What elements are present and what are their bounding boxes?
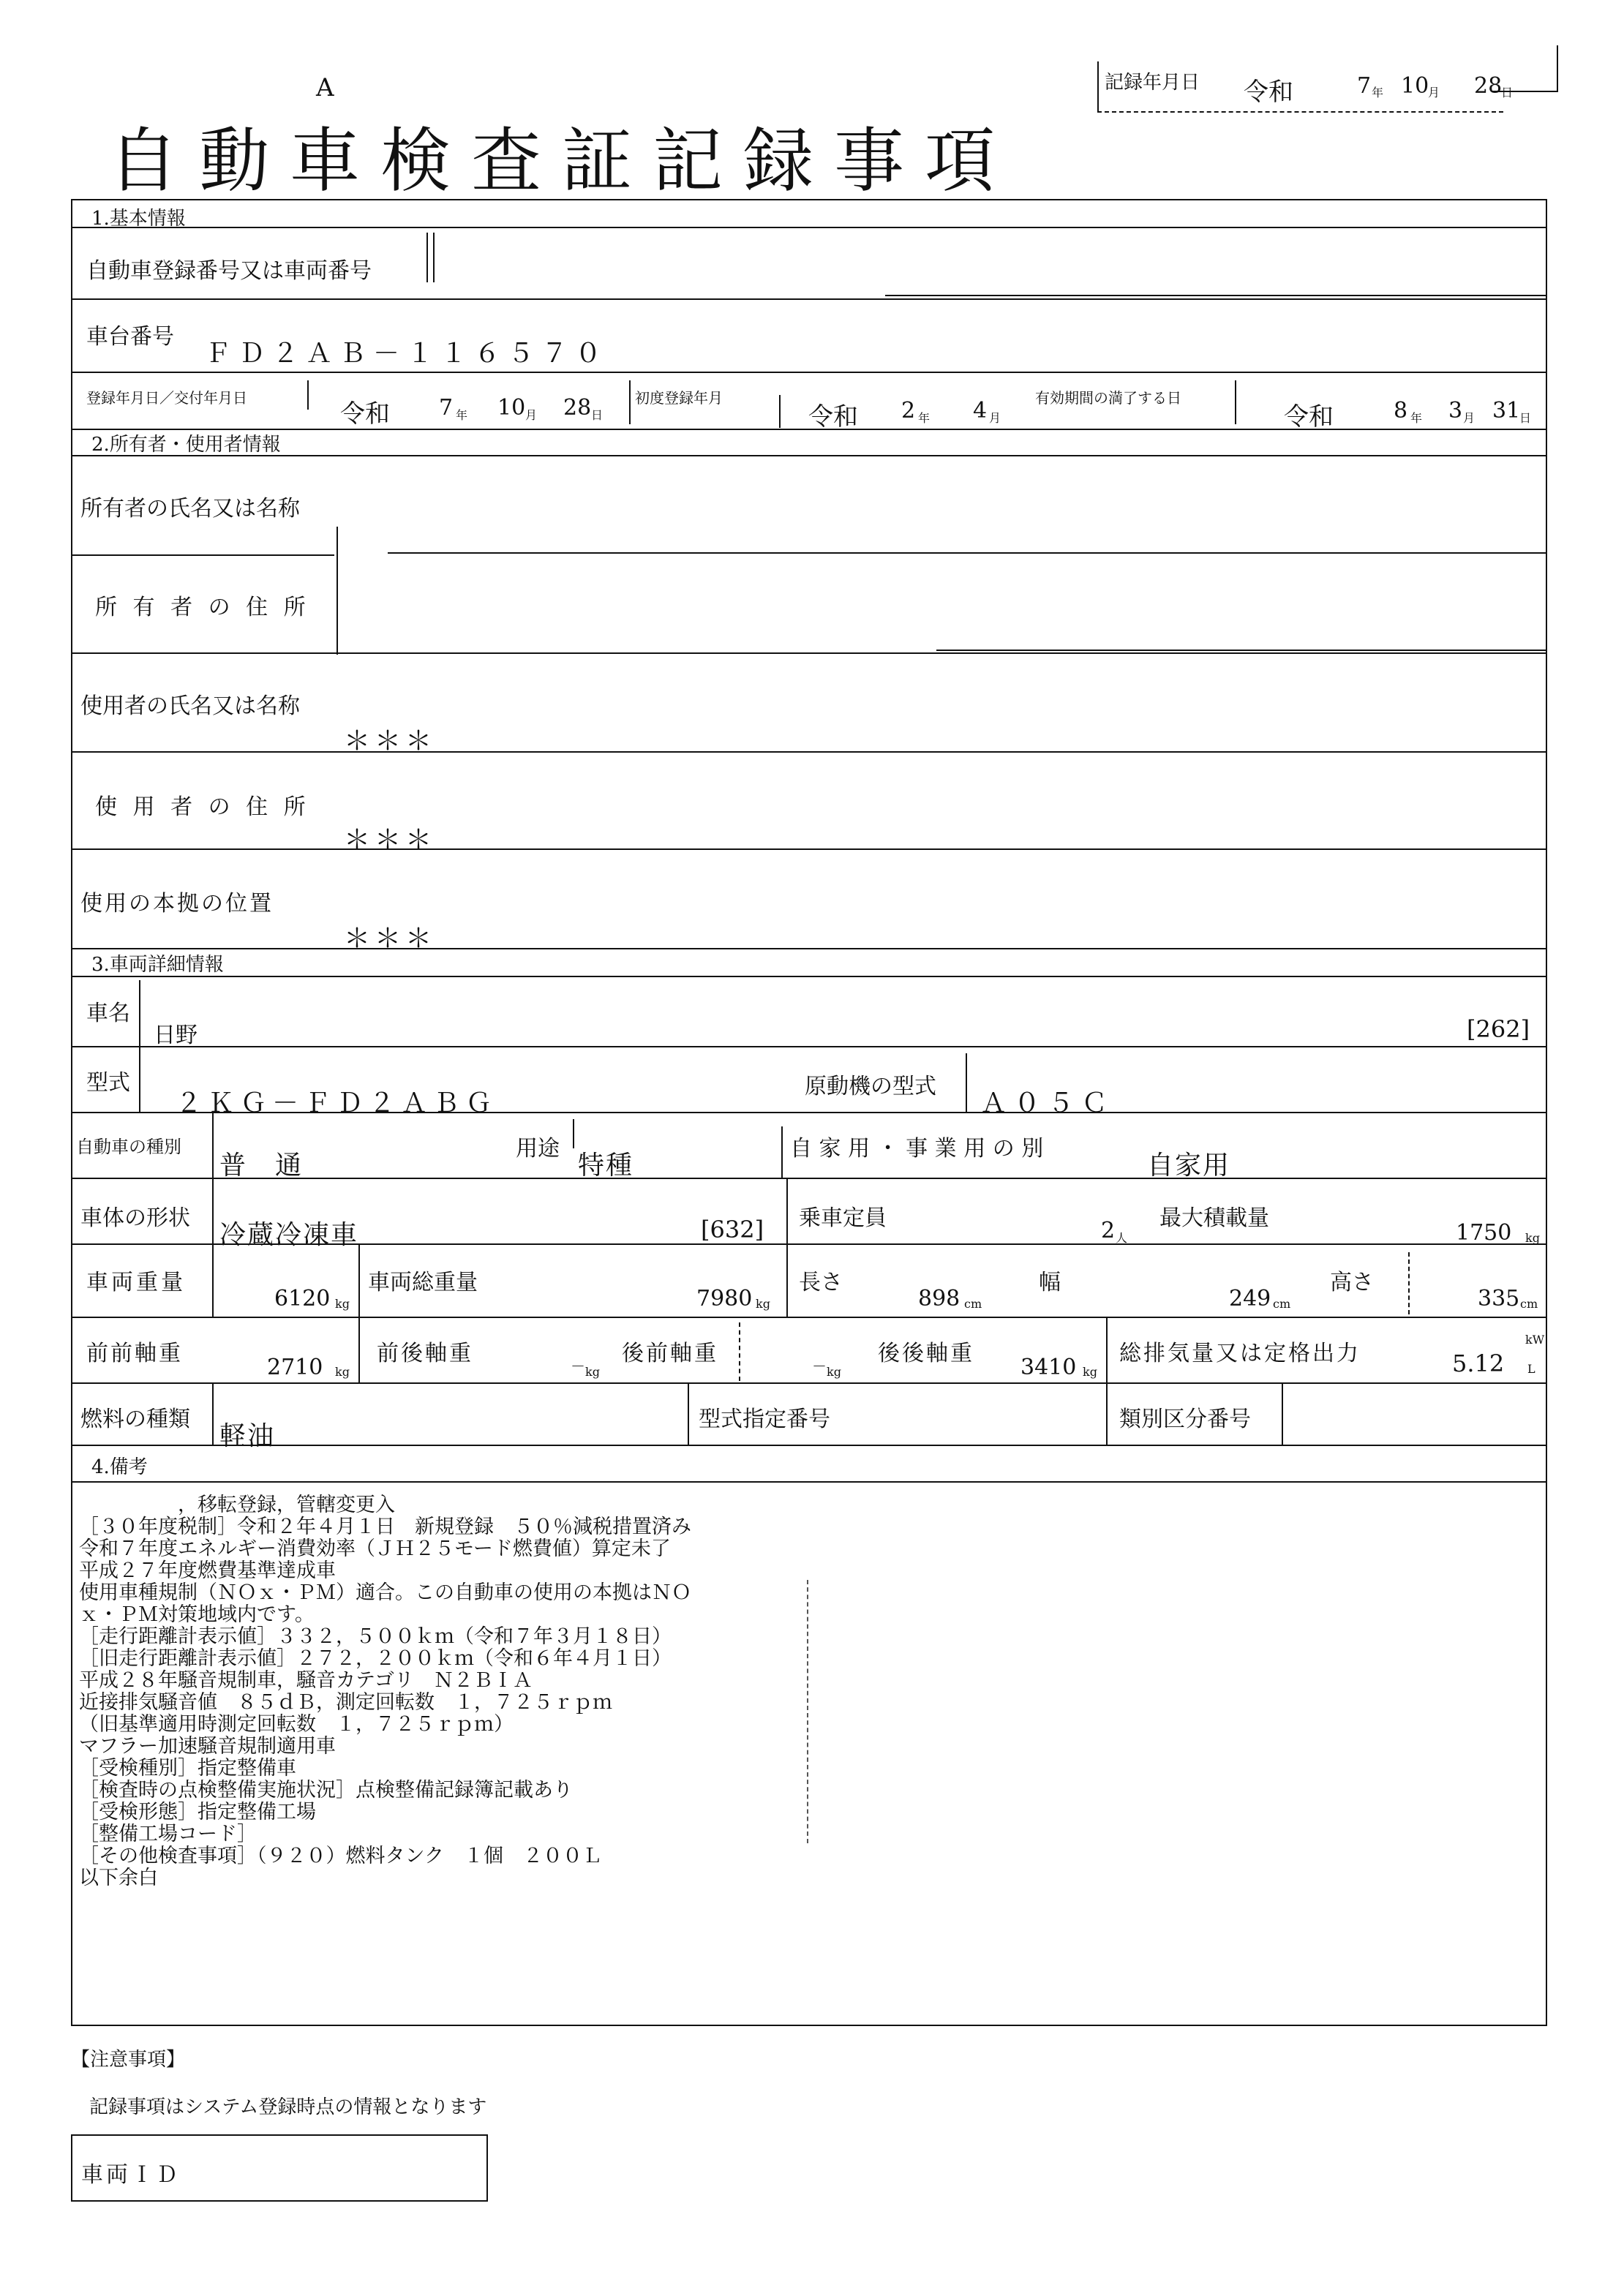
- private-business-value: 自家用: [1147, 1151, 1231, 1181]
- weight-value: 6120: [274, 1286, 331, 1311]
- front-rear-axle-label: 前後軸重: [377, 1341, 473, 1366]
- user-addr-label: 使 用 者 の 住 所: [95, 794, 310, 820]
- max-load-value: 1750: [1456, 1220, 1512, 1246]
- gross-weight-label: 車両総重量: [368, 1270, 478, 1295]
- chassis-label: 車台番号: [86, 324, 174, 350]
- expiry-label: 有効期間の満了する日: [1035, 389, 1181, 407]
- remark-line: 使用車種規制（ＮＯｘ・ＰＭ）適合。この自動車の使用の本拠はＮＯ: [79, 1581, 691, 1604]
- remark-line: ［旧走行距離計表示値］２７２，２００ｋｍ（令和６年４月１日）: [79, 1647, 672, 1670]
- user-name-value: ＊＊＊: [344, 726, 437, 756]
- car-name-value: 日野: [154, 1023, 198, 1048]
- private-business-label: 自 家 用 ・ 事 業 用 の 別: [790, 1136, 1044, 1162]
- kind-value: 普 通: [219, 1151, 304, 1181]
- width-label: 幅: [1039, 1270, 1061, 1295]
- remarks-fold-mark: [807, 1580, 808, 1843]
- remark-line: 令和７年度エネルギー消費効率（ＪＨ２５モード燃費値）算定未了: [79, 1537, 671, 1560]
- body-shape-label: 車体の形状: [80, 1205, 190, 1231]
- section-remarks-title: 4.備考: [91, 1456, 148, 1478]
- notes-heading: 【注意事項】: [71, 2049, 186, 2071]
- reg-no-underline: [885, 295, 1547, 296]
- notes-text: 記録事項はシステム登録時点の情報となります: [89, 2096, 487, 2118]
- engine-label: 原動機の型式: [805, 1074, 936, 1099]
- height-label: 高さ: [1330, 1270, 1374, 1295]
- type-designation-label: 型式指定番号: [699, 1407, 830, 1432]
- rear-rear-axle-value: 3410: [1020, 1355, 1077, 1380]
- reg-no-label: 自動車登録番号又は車両番号: [86, 258, 372, 284]
- rear-front-axle-value: －: [812, 1358, 827, 1375]
- reg-date-label: 登録年月日／交付年月日: [86, 389, 247, 407]
- remark-line: 平成２８年騒音規制車，騒音カテゴリ Ｎ２ＢＩＡ: [79, 1669, 533, 1692]
- rear-rear-axle-label: 後後軸重: [878, 1341, 974, 1366]
- gross-weight-value: 7980: [696, 1286, 753, 1311]
- remark-line: ［検査時の点検整備実施状況］点検整備記録簿記載あり: [79, 1779, 573, 1802]
- body-shape-code: [632]: [701, 1216, 764, 1243]
- base-location-label: 使用の本拠の位置: [80, 891, 274, 916]
- remark-line: 平成２７年度燃費基準達成車: [79, 1559, 336, 1582]
- remark-line: ［その他検査事項］（９２０）燃料タンク １個 ２００Ｌ: [79, 1845, 602, 1867]
- owner-addr-label: 所 有 者 の 住 所: [95, 595, 310, 620]
- vehicle-id-box: [71, 2134, 488, 2202]
- displacement-value: 5.12: [1452, 1350, 1505, 1377]
- base-location-value: ＊＊＊: [344, 924, 437, 954]
- car-name-code: [262]: [1467, 1015, 1530, 1043]
- max-load-label: 最大積載量: [1159, 1205, 1269, 1231]
- user-addr-value: ＊＊＊: [344, 825, 437, 855]
- front-front-axle-value: 2710: [267, 1355, 323, 1380]
- width-value: 249: [1229, 1286, 1271, 1311]
- letter-mark: A: [316, 73, 334, 102]
- user-name-label: 使用者の氏名又は名称: [80, 693, 300, 719]
- remark-line: 近接排気騒音値 ８５ｄＢ，測定回転数 １，７２５ｒｐｍ: [79, 1691, 612, 1714]
- length-value: 898: [918, 1286, 961, 1311]
- remark-line: ［走行距離計表示値］３３２，５００ｋｍ（令和７年３月１８日）: [79, 1625, 672, 1648]
- page-title: 自動車検査証記録事項: [108, 120, 1015, 202]
- remark-line: （旧基準適用時測定回転数 １，７２５ｒｐｍ）: [79, 1713, 514, 1736]
- use-label: 用途: [516, 1136, 560, 1162]
- displacement-label: 総排気量又は定格出力: [1119, 1341, 1361, 1366]
- model-label: 型式: [86, 1070, 130, 1096]
- remark-line: ［３０年度税制］令和２年４月１日 新規登録 ５０％減税措置済み: [79, 1516, 691, 1538]
- height-value: 335: [1478, 1286, 1520, 1311]
- fuel-label: 燃料の種類: [80, 1407, 190, 1432]
- remark-line: ｘ・ＰＭ対策地域内です。: [79, 1603, 315, 1626]
- use-value: 特種: [578, 1151, 634, 1181]
- kind-label: 自動車の種別: [76, 1137, 181, 1157]
- remark-line: ［受検形態］指定整備工場: [79, 1801, 316, 1823]
- owner-name-label: 所有者の氏名又は名称: [80, 496, 300, 522]
- weight-label: 車両重量: [86, 1270, 186, 1295]
- remark-line: ［整備工場コード］: [79, 1823, 257, 1845]
- engine-value: Ａ０５Ｃ: [980, 1088, 1116, 1118]
- model-value: ２ＫＧ－ＦＤ２ＡＢＧ: [176, 1088, 498, 1118]
- car-name-label: 車名: [86, 1001, 130, 1026]
- vehicle-id-label: 車両ＩＤ: [81, 2162, 181, 2188]
- front-rear-axle-value: －: [571, 1358, 585, 1375]
- capacity-label: 乗車定員: [799, 1205, 887, 1231]
- section-owner-title: 2.所有者・使用者情報: [91, 434, 281, 456]
- body-shape-value: 冷蔵冷凍車: [219, 1220, 359, 1250]
- fuel-value: 軽油: [219, 1421, 276, 1451]
- remark-line: マフラー加速騒音規制適用車: [79, 1735, 336, 1758]
- remark-line: ［受検種別］指定整備車: [79, 1757, 296, 1780]
- section-basic-title: 1.基本情報: [91, 208, 186, 230]
- front-front-axle-label: 前前軸重: [86, 1341, 183, 1366]
- rear-front-axle-label: 後前軸重: [622, 1341, 718, 1366]
- capacity-value: 2: [1101, 1218, 1116, 1243]
- remark-line: 以下余白: [79, 1867, 158, 1889]
- length-label: 長さ: [799, 1270, 843, 1295]
- record-date-box: 記録年月日 令和 7 年 10 月 28 日: [1097, 45, 1558, 113]
- first-reg-label: 初度登録年月: [635, 389, 723, 407]
- class-number-label: 類別区分番号: [1119, 1407, 1251, 1432]
- chassis-no: ＦＤ２ＡＢ－１１６５７０: [205, 339, 609, 369]
- remarks-block: [79, 1494, 691, 1889]
- remark-line: ，移転登録，管轄変更入: [79, 1494, 395, 1516]
- section-vehicle-title: 3.車両詳細情報: [91, 954, 224, 976]
- record-date-era: 令和: [1244, 78, 1293, 107]
- record-date-label: 記録年月日: [1105, 72, 1200, 94]
